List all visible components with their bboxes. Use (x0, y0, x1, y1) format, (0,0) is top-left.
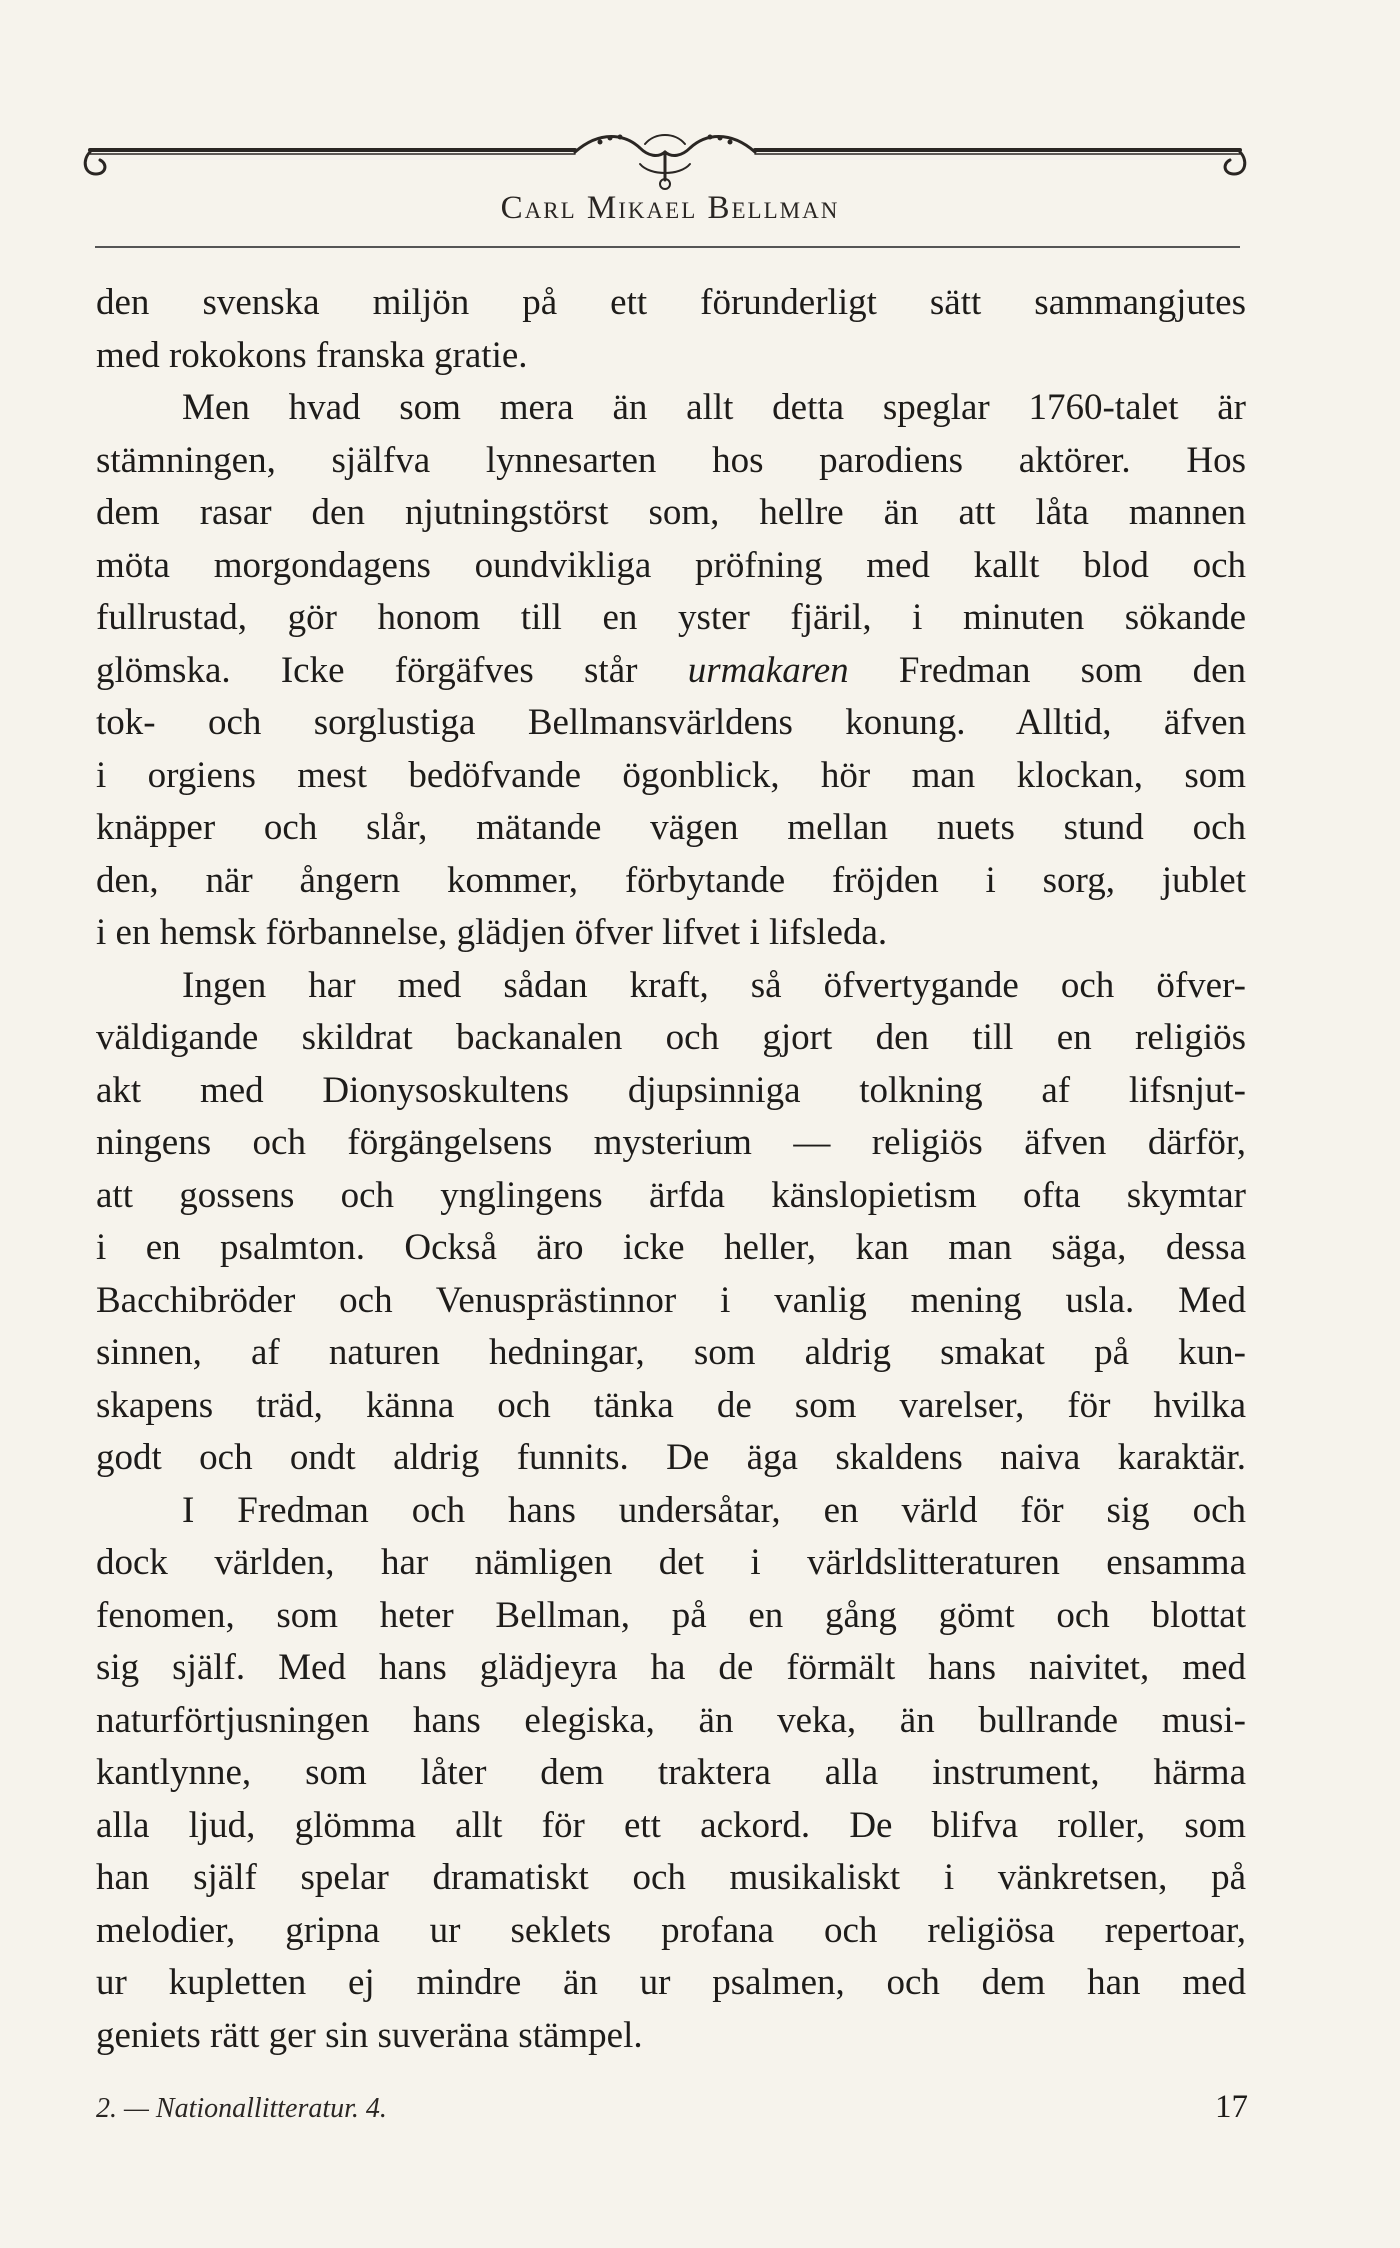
text-line: möta morgondagens oundvikliga pröfning med kallt blod och (96, 544, 1246, 586)
header-rule (95, 246, 1240, 248)
text-line: Ingen har med sådan kraft, så öfvertygande och öfver- (182, 964, 1246, 1006)
text-line: naturförtjusningen hans elegiska, än veka, än bullrande musi- (96, 1699, 1246, 1741)
text-line: skapens träd, känna och tänka de som varelser, för hvilka (96, 1384, 1246, 1426)
text-line-with-emphasis (96, 645, 1246, 698)
running-head: Carl Mikael Bellman (500, 190, 840, 226)
text-line: Bacchibröder och Venusprästinnor i vanlig mening usla. Med (96, 1279, 1246, 1321)
text-line: den, när ångern kommer, förbytande fröjden i sorg, jublet (96, 859, 1246, 901)
text-line: att gossens och ynglingens ärfda känslopietism ofta skymtar (96, 1174, 1246, 1216)
text-line: i orgiens mest bedöfvande ögonblick, hör man klockan, som (96, 754, 1246, 796)
text-line: knäpper och slår, mätande vägen mellan nuets stund och (96, 807, 1246, 848)
text-line: han själf spelar dramatiskt och musikaliskt i vänkretsen, på (96, 1857, 1246, 1898)
signature-mark: 2. — Nationallitteratur. 4. (96, 2093, 387, 2124)
emphasized-word: urmakaren (687, 649, 849, 691)
text-line: alla ljud, glömma allt för ett ackord. De blifva roller, som (96, 1804, 1246, 1846)
text-line: sig själf. Med hans glädjeyra ha de förmält hans naivitet, med (96, 1647, 1246, 1688)
text-line: godt och ondt aldrig funnits. De äga skaldens naiva karaktär. (96, 1437, 1246, 1478)
text-segment: Fredman som den (848, 649, 1247, 691)
page-number: 17 (1215, 2089, 1248, 2125)
text-line: fullrustad, gör honom till en yster fjäril, i minuten sökande (96, 597, 1246, 638)
decorative-header-ornament-icon (80, 124, 1250, 194)
text-line: i en psalmton. Också äro icke heller, kan man säga, dessa (96, 1227, 1246, 1268)
text-line: akt med Dionysoskultens djupsinniga tolkning af lifsnjut- (96, 1069, 1246, 1111)
text-line: dem rasar den njutningstörst som, hellre än att låta mannen (96, 492, 1246, 533)
text-line: Men hvad som mera än allt detta speglar 1760-talet är (182, 387, 1246, 428)
text-line: stämningen, själfva lynnesarten hos parodiens aktörer. Hos (96, 439, 1246, 481)
text-line: ningens och förgängelsens mysterium — religiös äfven därför, (96, 1122, 1246, 1163)
text-line: väldigande skildrat backanalen och gjort den till en religiös (96, 1017, 1246, 1058)
text-line: geniets rätt ger sin suveräna stämpel. (96, 2014, 643, 2056)
text-line: sinnen, af naturen hedningar, som aldrig smakat på kun- (96, 1332, 1246, 1373)
text-line: fenomen, som heter Bellman, på en gång gömt och blottat (96, 1594, 1246, 1636)
body-text (96, 277, 1246, 2062)
text-line: ur kupletten ej mindre än ur psalmen, och dem han med (96, 1962, 1246, 2003)
text-line: tok- och sorglustiga Bellmansvärldens konung. Alltid, äfven (96, 702, 1246, 743)
text-segment: glömska. Icke förgäfves står (96, 649, 638, 691)
text-line: dock världen, har nämligen det i världslitteraturen ensamma (96, 1542, 1246, 1583)
text-line: den svenska miljön på ett förunderligt sätt sammangjutes (96, 282, 1246, 323)
text-line: melodier, gripna ur seklets profana och religiösa repertoar, (96, 1909, 1246, 1951)
text-line: med rokokons franska gratie. (96, 334, 528, 376)
text-line: I Fredman och hans undersåtar, en värld för sig och (182, 1489, 1246, 1531)
page-footer (96, 2083, 1256, 2133)
text-line: kantlynne, som låter dem traktera alla instrument, härma (96, 1752, 1246, 1793)
text-line: i en hemsk förbannelse, glädjen öfver lifvet i lifsleda. (96, 912, 888, 953)
